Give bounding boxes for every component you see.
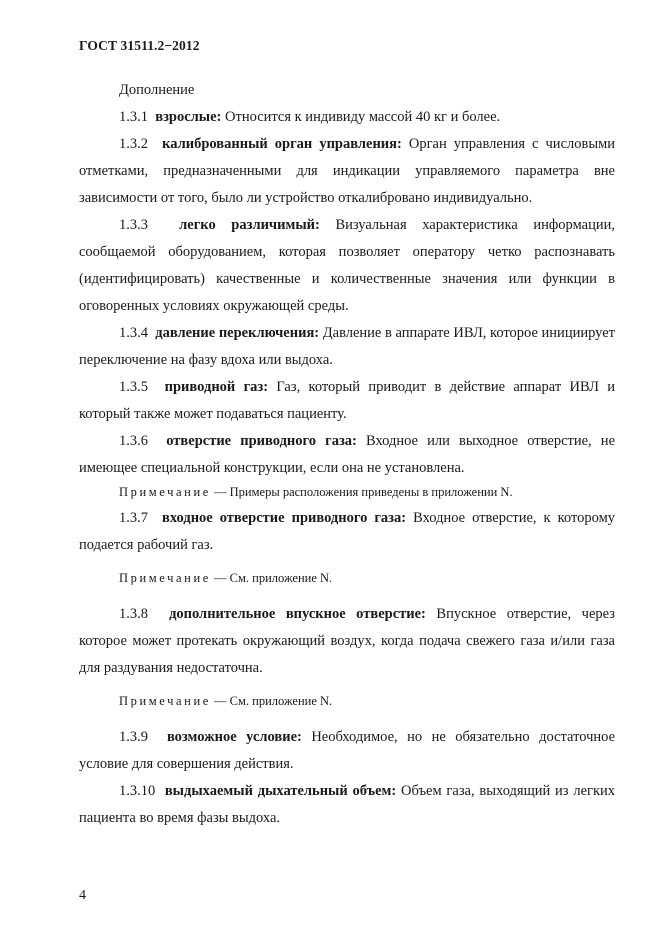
item-term: взрослые: <box>155 109 222 125</box>
item-term: выдыхаемый дыхательный объем: <box>164 783 397 799</box>
item-number: 1.3.4 <box>119 325 148 341</box>
item-number: 1.3.3 <box>119 217 148 233</box>
note-text: — Примеры расположения приведены в приложении N. <box>214 485 513 499</box>
item-text: Объем газа, выходящий из легких пациента во время фазы выдоха. <box>79 783 616 826</box>
definition-item <box>79 131 615 212</box>
item-text: Впускное отверстие, через которое может протекать окружающий воздух, когда подача свежего газа и/или газа для раздувания недостаточна. <box>79 606 615 676</box>
item-number: 1.3.1 <box>119 109 148 125</box>
item-text: Входное отверстие, к которому подается рабочий газ. <box>79 510 615 553</box>
item-number: 1.3.6 <box>119 433 148 449</box>
item-term: легко различимый: <box>179 217 320 233</box>
item-text: Визуальная характеристика информации, сообщаемой оборудованием, которая позволяет оператору четко распознавать (идентифицировать) качественные и количественные значения или функции в оговоренных условиях окружающей среды. <box>79 217 616 314</box>
item-number: 1.3.10 <box>119 783 156 799</box>
item-term: отверстие приводного газа: <box>166 433 357 449</box>
note-text: — См. приложение N. <box>214 694 333 708</box>
item-text: Необходимое, но не обязательно достаточное условие для совершения действия. <box>79 729 616 772</box>
item-term: возможное условие: <box>166 729 302 745</box>
definition-item <box>79 428 615 482</box>
note-label: Примечание <box>119 571 211 585</box>
item-number: 1.3.9 <box>119 729 148 745</box>
page-number: 4 <box>79 888 86 903</box>
item-text: Газ, который приводит в действие аппарат ИВЛ и который также может подаваться пациенту. <box>79 379 616 422</box>
note <box>79 482 615 502</box>
note-label: Примечание <box>119 485 211 499</box>
item-term: приводной газ: <box>164 379 269 395</box>
item-term: калиброванный орган управления: <box>162 136 402 152</box>
item-number: 1.3.8 <box>119 606 148 622</box>
definition-item <box>79 320 615 374</box>
item-text: Орган управления с числовыми отметками, предназначенными для индикации управляемого параметра вне зависимости от того, было ли устройство откалибровано индивидуально. <box>79 136 616 206</box>
item-text: Давление в аппарате ИВЛ, которое инициирует переключение на фазу вдоха или выдоха. <box>79 325 615 368</box>
document-body <box>79 77 615 832</box>
note-text: — См. приложение N. <box>214 571 333 585</box>
item-term: давление переключения: <box>155 325 320 341</box>
definition-item <box>79 724 615 778</box>
definition-item <box>79 374 615 428</box>
definition-item <box>79 505 615 559</box>
intro-text: Дополнение <box>119 82 195 98</box>
item-term: входное отверстие приводного газа: <box>162 510 407 526</box>
item-text: Входное или выходное отверстие, не имеющее специальной конструкции, если она не установлена. <box>79 433 615 476</box>
note <box>79 568 615 588</box>
document-header: ГОСТ 31511.2−2012 <box>79 38 200 53</box>
definition-item <box>79 778 615 832</box>
note <box>79 691 615 711</box>
definition-item <box>79 104 615 131</box>
item-text: Относится к индивиду массой 40 кг и более. <box>225 109 501 125</box>
item-number: 1.3.2 <box>119 136 148 152</box>
definition-item <box>79 601 615 682</box>
note-label: Примечание <box>119 694 211 708</box>
item-term: дополнительное впускное отверстие: <box>169 606 426 622</box>
item-number: 1.3.7 <box>119 510 148 526</box>
definition-item <box>79 212 615 320</box>
item-number: 1.3.5 <box>119 379 148 395</box>
